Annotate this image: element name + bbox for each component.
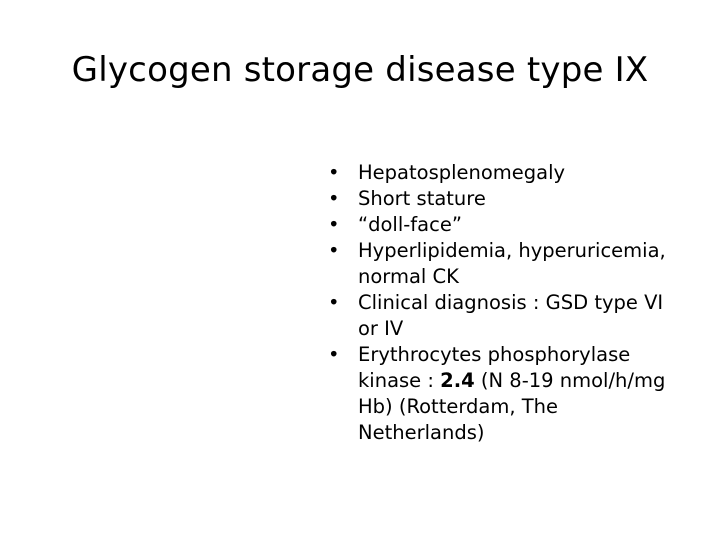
bullet-dot: • xyxy=(328,291,340,314)
kinase-value: 2.4 xyxy=(440,369,475,392)
bullet-text-continued: normal CK xyxy=(358,265,459,288)
bullet-dot: • xyxy=(328,161,340,184)
bullet-item xyxy=(326,290,716,342)
bullet-item xyxy=(326,160,716,186)
kinase-normal-range: (N 8-19 nmol/h/mg xyxy=(474,369,666,392)
bullet-dot: • xyxy=(328,343,340,366)
bullet-dot: • xyxy=(328,187,340,210)
bullet-dot: • xyxy=(328,239,340,262)
bullet-item xyxy=(326,342,716,446)
bullet-text-continued: Hb) (Rotterdam, The xyxy=(358,395,559,418)
bullet-text: “doll-face” xyxy=(358,213,462,236)
bullet-text-continued xyxy=(358,368,716,394)
bullet-text: Short stature xyxy=(358,187,486,210)
bullet-text: Hepatosplenomegaly xyxy=(358,161,566,184)
bullet-text: Hyperlipidemia, hyperuricemia, xyxy=(358,239,666,262)
bullet-list xyxy=(326,160,716,446)
bullet-item xyxy=(326,186,716,212)
bullet-text-continued: Netherlands) xyxy=(358,421,485,444)
bullet-text: Clinical diagnosis : GSD type VI xyxy=(358,291,664,314)
kinase-label: kinase : xyxy=(358,369,441,392)
bullet-item xyxy=(326,212,716,238)
bullet-text: Erythrocytes phosphorylase xyxy=(358,343,631,366)
bullet-dot: • xyxy=(328,213,340,236)
slide-title: Glycogen storage disease type IX xyxy=(71,50,649,90)
bullet-item xyxy=(326,238,716,290)
bullet-text-continued: or IV xyxy=(358,317,404,340)
